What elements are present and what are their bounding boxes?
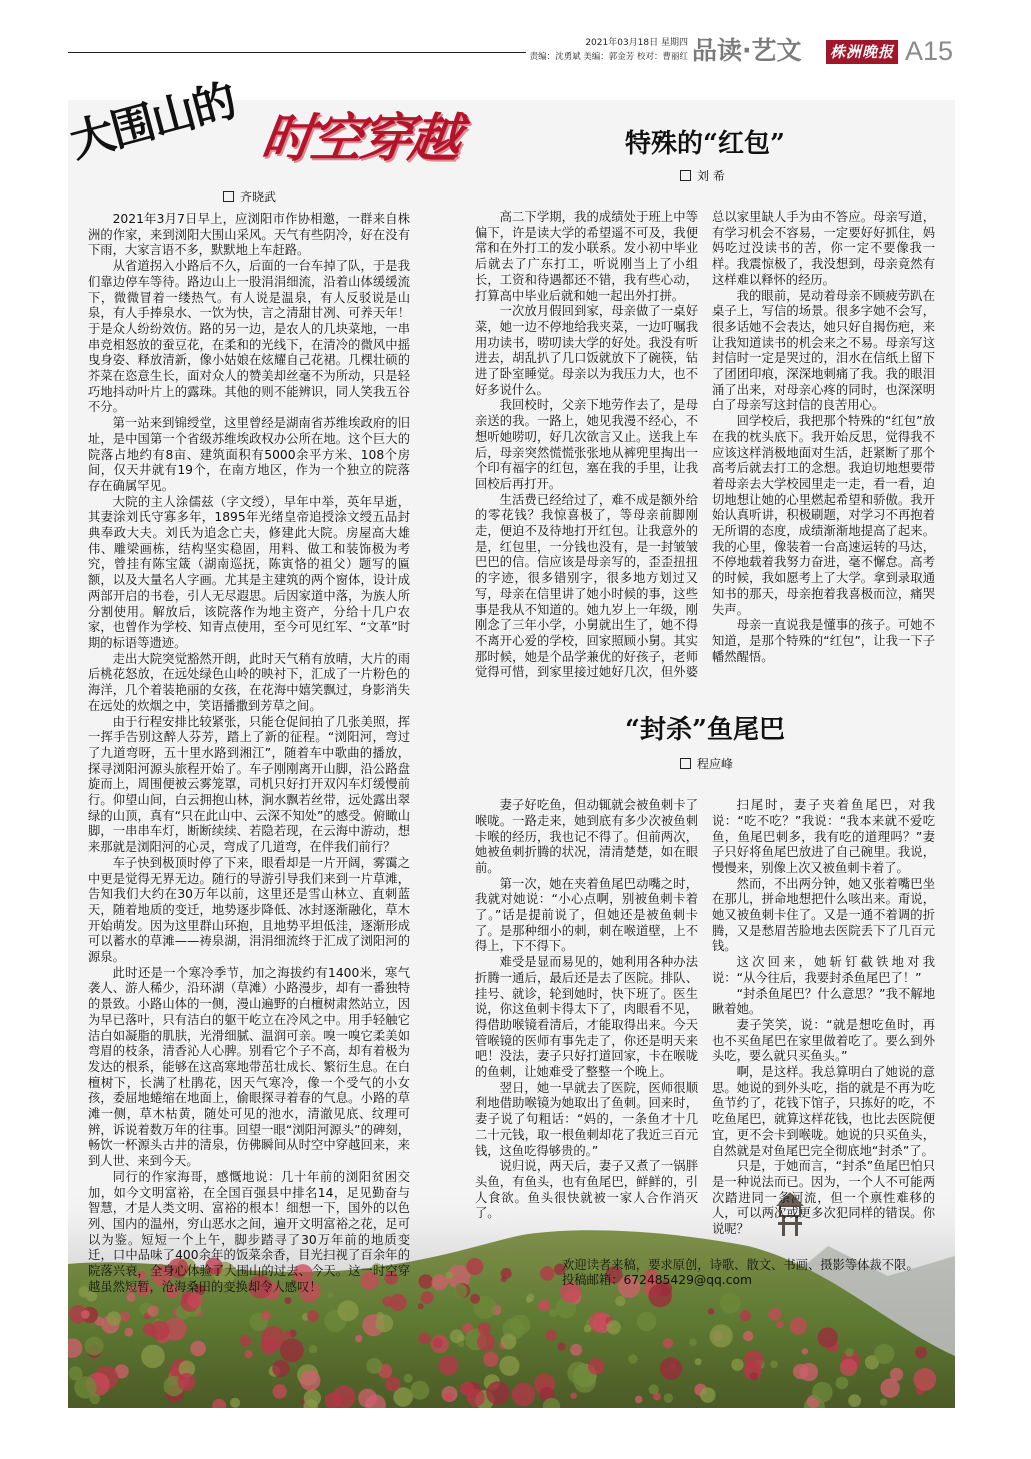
flower-cluster: [663, 1338, 673, 1348]
flower-cluster: [890, 1368, 903, 1381]
flower-cluster: [546, 1330, 557, 1341]
article3-body: [475, 798, 935, 1238]
byline-box-icon: [680, 170, 691, 181]
article2-title: 特殊的“红包”: [625, 129, 785, 159]
flower-cluster: [477, 1333, 495, 1351]
article1-author: 齐晓武: [240, 190, 277, 204]
flower-cluster: [880, 1398, 888, 1406]
flower-cluster: [874, 1344, 894, 1364]
paragraph: 这次回来，她斩钉截铁地对我说：“从今往后，我要封杀鱼尾巴了！”: [712, 955, 935, 985]
flower-cluster: [700, 1387, 716, 1403]
flower-cluster: [744, 1350, 763, 1369]
flower-cluster: [355, 1335, 362, 1342]
article1-byline: [223, 190, 276, 204]
issue-date: 2021年03月18日 星期四: [585, 38, 688, 48]
flower-cluster: [743, 1331, 753, 1341]
article3-byline: [475, 757, 935, 771]
flower-cluster: [750, 1372, 758, 1380]
flower-cluster: [439, 1356, 459, 1376]
editor-credits: 责编：沈勇斌 美编：郭金芳 校对：曹丽红: [529, 52, 688, 62]
page-number: A15: [905, 36, 954, 66]
byline-box-icon: [680, 758, 691, 769]
flower-cluster: [689, 1338, 697, 1346]
paragraph: 从省道拐入小路后不久，后面的一台车掉了队，于是我们靠边停车等待。路边山上一股涓涓细流，沿着山体缓缓流下，微微冒着一缕热气。有人说是温泉，有人反驳说是山泉，有人手捧泉水、一饮为快，言之清甜甘冽、可养天年！于是众人纷纷效仿。路的另一边，是农人的几块菜地，一串串竞相怒放的蚕豆花，在柔和的光线下，在清冷的微风中摇曳身姿、释放清新，像小姑娘在炫耀自己花裙。几棵壮硕的芥菜在恣意生长，面对众人的赞美却丝毫不为所动，只是轻巧地抖动叶片上的露珠。其他的则不能辨识，同人笑我五谷不分。: [88, 259, 410, 415]
header-rule: [68, 52, 526, 53]
flower-cluster: [527, 1294, 535, 1302]
article3-author: 程应峰: [697, 757, 734, 772]
flower-cluster: [470, 1294, 480, 1304]
flower-cluster: [913, 1368, 936, 1391]
flower-cluster: [458, 1341, 464, 1347]
flower-cluster: [695, 1358, 702, 1365]
article1-body: [88, 212, 410, 1296]
paragraph: 由于行程安排比较紧张，只能仓促间拍了几张美照，挥一挥手告别这醉人芬芳，踏上了新的征程。“浏阳河，弯过了九道弯呀，五十里水路到湘江”，随着车中歌曲的播放，探寻浏阳河源头旅程开始了。车子刚刚离开山脚，沿公路盘旋而上，周围便被云雾笼罩，司机只好打开双闪车灯缓慢前行。仰望山间，白云拥抱山林，涧水飘若丝带，远处露出翠绿的山顶，真有“只在此山中、云深不知处”的感受。俯瞰山脚，一串串车灯，断断续续、若隐若现，在云海中游动，想来那就是浏阳河的心灵，弯成了几道弯，在伴我们前行？: [88, 714, 410, 855]
flower-cluster: [147, 1306, 158, 1317]
flower-cluster: [776, 1321, 784, 1329]
paragraph: 说归说，两天后，妻子又煮了一锅胖头鱼，有鱼头，也有鱼尾巴，鲜鲜的，引人食欲。鱼头很快就被一家人合作消灭了。: [475, 1159, 698, 1221]
flower-cluster: [389, 1294, 406, 1311]
paragraph: 翌日，她一早就去了医院，医师很顺利地借助喉镜为她取出了鱼刺。回来时，妻子说了句粗话：“妈的，一条鱼才十几二十元钱，取一根鱼刺却花了我近三百元钱，这鱼吃得够贵的。”: [475, 1080, 698, 1158]
newspaper-logo: 株洲晚报: [826, 40, 898, 64]
submission-notice: [475, 1258, 935, 1288]
paragraph: 大院的主人涂儒兹（字文绶），早年中举，英年早逝，其妻涂刘氏守寡多年，1895年光绪皇帝追授涂文绶五品封典奉政大夫。刘氏为追念亡夫，修建此大院。房屋高大雄伟、雕梁画栋，结构坚实稳固，用料、做工和装饰极为考究，曾挂有陈宝箴（湖南巡抚，陈寅恪的祖父）题写的匾额，以及大量名人字画。尤其是主建筑的两个窗体，设计成两部开启的书卷，引人无尽遐思。后因家道中落，为族人所分割使用。解放后，该院落作为地主资产，分给十几户农家，也曾作为学校、知青点使用，至今可见红军、“文革”时期的标语等遗迹。: [88, 494, 410, 650]
flower-cluster: [273, 1384, 287, 1398]
right-columns: [475, 128, 935, 1288]
flower-cluster: [419, 1332, 431, 1344]
byline-box-icon: [223, 191, 234, 202]
flower-cluster: [307, 1310, 319, 1322]
paragraph: 此时还是一个寒冷季节，加之海拔约有1400米，寒气袭人、游人稀少，沿环湖（草滩）小路漫步，却有一番独特的景致。小路山体的一侧，漫山遍野的白檀树肃然站立，因为早已落叶，只有洁白的躯干屹立在冷风之中。用手轻触它洁白如凝脂的肌肤，光滑细腻、温润可亲。嗅一嗅它柔美如弯眉的枝条，清香沁人心脾。别看它个子不高，却有着极为发达的根系，能够在这高寒地带茁壮成长、繁衍生息。在白檀树下，长满了杜鹃花，因天气寒冷，像一个受气的小女孩，委屈地蜷缩在地面上，偷眼探寻着春的气息。小路的草滩一侧，草木枯黄，随处可见的池水，清澈见底、纹理可辨，诉说着数万年的往事。回望一眼“浏阳河源头”的碑刻，畅饮一杯源头古井的清泉，仿佛瞬间从时空中穿越回来，来到人世、来到今天。: [88, 965, 410, 1169]
flower-cluster: [848, 1394, 861, 1407]
flower-cluster: [309, 1345, 317, 1353]
flower-cluster: [478, 1322, 491, 1335]
paragraph: 车子快到极顶时停了下来，眼看却是一片开阔，雾霭之中更是觉得无界无边。随行的导游引导我们来到一片草滩，告知我们大约在30万年以前，这里还是雪山林立、直刺蓝天，随着地质的变迁，地势逐步降低、冰封逐渐融化，草木开始萌发。因为这里群山环抱，且地势平坦低洼，逐渐形成可以蓄水的草滩——祷泉湖，涓涓细流终于汇成了浏阳河的源泉。: [88, 855, 410, 965]
flower-cluster: [818, 1328, 838, 1348]
flower-cluster: [486, 1381, 510, 1405]
flower-cluster: [635, 1396, 643, 1404]
flower-cluster: [499, 1356, 519, 1376]
paragraph: 同行的作家海哥，感慨地说：几十年前的浏阳贫困交加，如今文明富裕，在全国百强县中排名14，足见勤奋与智慧，才是人类文明、富裕的根本！细想一下，国外的以色列、国内的温州，穷山恶水之间，遍开文明富裕之花，足可以为鉴。短短一个上午，脚步踏寻了30万年前的地质变迁，口中品味了400余年的饭菜余香，目光扫视了百余年的院落兴衰，全身心体验了大围山的过去、今天。这一时空穿越虽然短暂，沧海桑田的变换却令人感叹！: [88, 1169, 410, 1294]
article3-title: “封杀”鱼尾巴: [625, 715, 785, 746]
flower-cluster: [710, 1324, 733, 1347]
flower-cluster: [230, 1398, 240, 1408]
submission-email: 投稿邮箱：672485429@qq.com: [562, 1272, 752, 1287]
flower-cluster: [74, 1376, 96, 1398]
paragraph: 2021年3月7日早上，应浏阳市作协相邀，一群来自株洲的作家，来到浏阳大围山采风。天气有些阴冷，好在没有下雨，大家言语不多，默默地上车赶路。: [88, 212, 410, 258]
paragraph: 我回校时，父亲下地劳作去了，是母亲送的我。一路上，她见我漫不经心，不想听她唠叨，好几次欲言又止。送我上车后，母亲突然慌慌张张地从裤兜里掏出一个印有福字的红包，塞在我的手里，让我回校后再打开。: [475, 398, 698, 491]
flower-cluster: [800, 1363, 818, 1381]
flower-cluster: [178, 1373, 196, 1391]
paragraph: 生活费已经给过了，难不成是额外给的零花钱？我惊喜极了，等母亲前脚刚走，便迫不及待地打开红包。让我意外的是，红包里，一分钱也没有，是一封皱皱巴巴的信。信应该是母亲写的，歪歪扭扭的字迹，很多错别字，很多地方划过又写，母亲在信里讲了她小时候的事，这些事是我从不知道的。她九岁上一年级，刚刚念了三年小学，小舅就出生了，她不得不离开心爱的学校，回家照顾小舅。其实那时候，她是个品学兼优的好孩子，老师觉得可惜，到家里接过她好几次，但外婆总以家里缺人手为由不答应。母亲写道，有学习机会不容易，一定要好好抓住，妈妈吃过没读书的苦，你一定不要像我一样。我震惊极了，我没想到，母亲竟然有这样难以释怀的经历。: [475, 210, 935, 680]
flower-cluster: [143, 1323, 156, 1336]
flower-cluster: [769, 1308, 782, 1321]
flower-cluster: [637, 1312, 657, 1332]
flower-cluster: [453, 1284, 468, 1299]
flower-cluster: [272, 1360, 289, 1377]
flower-cluster: [770, 1360, 778, 1368]
paragraph: 一次放月假回到家，母亲做了一桌好菜，她一边不停地给我夹菜，一边叮嘱我用功读书，唠叨读大学的好处。我没有听进去，胡乱扒了几口饭就放下了碗筷，钻进了卧室睡觉。母亲以为我压力大，也不好多说什么。: [475, 304, 698, 397]
flower-cluster: [510, 1315, 530, 1335]
flower-cluster: [245, 1350, 253, 1358]
flower-cluster: [445, 1392, 454, 1401]
flower-cluster: [418, 1303, 424, 1309]
paragraph: 妻子好吃鱼，但动辄就会被鱼刺卡了喉咙。一路走来，她到底有多少次被鱼刺卡喉的经历，我也记不得了。但前两次，她被鱼刺折腾的状况，清清楚楚，如在眼前。: [475, 798, 698, 875]
flower-cluster: [190, 1341, 206, 1357]
flower-cluster: [120, 1311, 130, 1321]
flower-cluster: [615, 1296, 625, 1306]
paragraph: 妻子笑笑，说：“就是想吃鱼时，再也不买鱼尾巴在家里做着吃了。要么到外头吃，要么就只买鱼头。”: [712, 1017, 935, 1064]
paragraph: 母亲一直说我是懂事的孩子。可她不知道，是那个特殊的“红包”，让我一下子幡然醒悟。: [712, 618, 935, 664]
flower-cluster: [419, 1274, 434, 1289]
flower-cluster: [107, 1311, 121, 1325]
paragraph: 第一次，她在夹着鱼尾巴动嘴之时，我就对她说：“小心点啊，别被鱼刺卡着了。”话是提前说了，但她还是被鱼刺卡了。是那种细小的刺，刺在喉道壁，上不得上，下不得下。: [475, 876, 698, 954]
flower-cluster: [333, 1386, 356, 1409]
flower-cluster: [432, 1274, 448, 1290]
flower-cluster: [433, 1338, 443, 1348]
flower-cluster: [261, 1311, 271, 1321]
flower-cluster: [85, 1337, 104, 1356]
paragraph: 高二下学期，我的成绩处于班上中等偏下，许是读大学的希望遥不可及，我便常和在外打工的发小联系。发小初中毕业后就去了广东打工，听说刚当上了小组长，工资和待遇都还不错，我有些心动，打算高中毕业后就和她一起出外打拼。: [475, 210, 698, 303]
flower-cluster: [915, 1347, 927, 1359]
flower-cluster: [607, 1320, 621, 1334]
flower-cluster: [404, 1374, 413, 1383]
flower-cluster: [410, 1381, 429, 1400]
flower-cluster: [836, 1377, 849, 1390]
article2-author: 刘 希: [697, 169, 725, 183]
flower-cluster: [840, 1359, 857, 1376]
flower-cluster: [375, 1314, 393, 1332]
flower-cluster: [512, 1383, 535, 1406]
flower-cluster: [284, 1331, 291, 1338]
paragraph: 然而，不出两分钟，她又张着嘴巴坐在那儿，拼命地想把什么咳出来。甭说，她又被鱼刺卡住了。又是一通不着调的折腾，又是愁眉苦脸地去医院丢下了几百元钱。: [712, 876, 935, 954]
flower-cluster: [628, 1354, 637, 1363]
flower-cluster: [81, 1310, 90, 1319]
paragraph: 回学校后，我把那个特殊的“红包”放在我的枕头底下。我开始反思，觉得我不应该这样消极地面对生活，赶紧断了那个高考后就去打工的念想。我迫切地想要带着母亲去大学校园里走一走，看一看，迫切地想让她的心里燃起希望和骄傲。我开始认真听讲，积极刷题，对学习不再抱着无所谓的态度，成绩渐渐地提高了起来。我的心里，像装着一台高速运转的马达，不停地载着我努力奋进，毫不懈怠。高考的时候，我如愿考上了大学。拿到录取通知书的那天，母亲抱着我喜极而泣，痛哭失声。: [712, 414, 935, 617]
flower-cluster: [660, 1357, 682, 1379]
article2-body: [475, 210, 935, 681]
paragraph: 走出大院突觉豁然开朗，此时天气稍有放晴，大片的雨后桃花怒放，在远处绿色山岭的映衬下，汇成了一片粉色的海洋，几个着装艳丽的女孩，在花海中嬉笑飘过，身影消失在远处的炊烟之中，笑语播撒到芳草之间。: [88, 651, 410, 713]
flower-cluster: [571, 1393, 577, 1399]
flower-cluster: [338, 1300, 359, 1321]
flower-cluster: [141, 1345, 165, 1369]
paragraph: 只是，于她而言，“封杀”鱼尾巴怕只是一种说法而已。因为，一个人不可能两次踏进同一条河流，但一个禀性难移的人，可以两次或更多次犯同样的错误。你说呢？: [712, 1159, 935, 1237]
flower-cluster: [731, 1359, 743, 1371]
flower-cluster: [501, 1334, 517, 1350]
flower-cluster: [708, 1308, 715, 1315]
flower-cluster: [467, 1389, 485, 1407]
flower-cluster: [385, 1376, 400, 1391]
flower-cluster: [812, 1382, 833, 1403]
article2-byline: [475, 169, 935, 183]
article1-title-red: 时空穿越: [257, 109, 463, 169]
article1-title-black: 大围山的: [64, 75, 241, 168]
flower-cluster: [366, 1358, 382, 1374]
flower-cluster: [300, 1370, 321, 1391]
flower-cluster: [880, 1379, 899, 1398]
paragraph: 啊，是这样。我总算明白了她说的意思。她说的到外头吃，指的就是不再为吃鱼节约了，花钱下馆子，只拣好的吃，不吃鱼尾巴，就算这样花钱，也比去医院便宜，更不会卡到喉咙。她说的只买鱼头，自然就是对鱼尾巴完全彻底地“封杀”了。: [712, 1065, 935, 1158]
flower-cluster: [280, 1338, 304, 1362]
flower-cluster: [790, 1317, 807, 1334]
section-title: 品读·艺文: [692, 36, 802, 65]
flower-cluster: [570, 1344, 582, 1356]
flower-cluster: [538, 1300, 550, 1312]
paragraph: 难受是显而易见的，她利用各种办法折腾一通后，最后还是去了医院。排队、挂号、就诊，轮到她时，快下班了。医生说，你这鱼刺卡得太下了，肉眼看不见，得借助喉镜看清后，才能取得出来。今天管喉镜的医师有事先走了，你还是明天来吧！没法，妻子只好打道回家，卡在喉咙的鱼刺，让她难受了整整一个晚上。: [475, 955, 698, 1080]
notice-line: 欢迎读者来稿，要求原创，诗歌、散文、书画、摄影等体裁不限。: [562, 1257, 919, 1272]
paragraph: 扫尾时，妻子夹着鱼尾巴，对我说：“吃不吃？”我说：“我本来就不爱吃鱼，鱼尾巴刺多，我有吃的道理吗？”妻子只好将鱼尾巴放进了自己碗里。我说，慢慢来，别像上次又被鱼刺卡着了。: [712, 798, 935, 875]
flower-cluster: [664, 1393, 673, 1402]
flower-cluster: [653, 1393, 661, 1401]
flower-cluster: [421, 1291, 434, 1304]
flower-cluster: [124, 1328, 133, 1337]
flower-cluster: [284, 1297, 291, 1304]
flower-cluster: [240, 1335, 252, 1347]
flower-cluster: [802, 1348, 809, 1355]
flower-cluster: [446, 1272, 454, 1280]
flower-cluster: [588, 1358, 605, 1375]
flower-cluster: [483, 1352, 498, 1367]
paragraph: 第一站来到锦绶堂，这里曾经是湖南省苏维埃政府的旧址，是中国第一个省级苏维埃政权办公所在地。这个巨大的院落占地约有8亩、建筑面积有5000余平方米、108个房间，仅天井就有19个，在南方地区，作为一个独立的院落存在确属罕见。: [88, 416, 410, 493]
flower-cluster: [720, 1293, 741, 1314]
flower-cluster: [558, 1342, 566, 1350]
flower-cluster: [740, 1310, 751, 1321]
paragraph: “封杀鱼尾巴？什么意思？”我不解地瞅着她。: [712, 986, 935, 1017]
flower-cluster: [845, 1348, 854, 1357]
paragraph: 我的眼前，晃动着母亲不顾疲劳趴在桌子上，写信的场景。很多字她不会写，很多话她不会表达，她只好自揭伤疤，来让我知道读书的机会来之不易。母亲写这封信时一定是哭过的，泪水在信纸上留下了团团印痕，深深地刺痛了我。我的眼泪涌了出来，对母亲心疼的同时，也深深明白了母亲写这封信的良苦用心。: [712, 288, 935, 413]
